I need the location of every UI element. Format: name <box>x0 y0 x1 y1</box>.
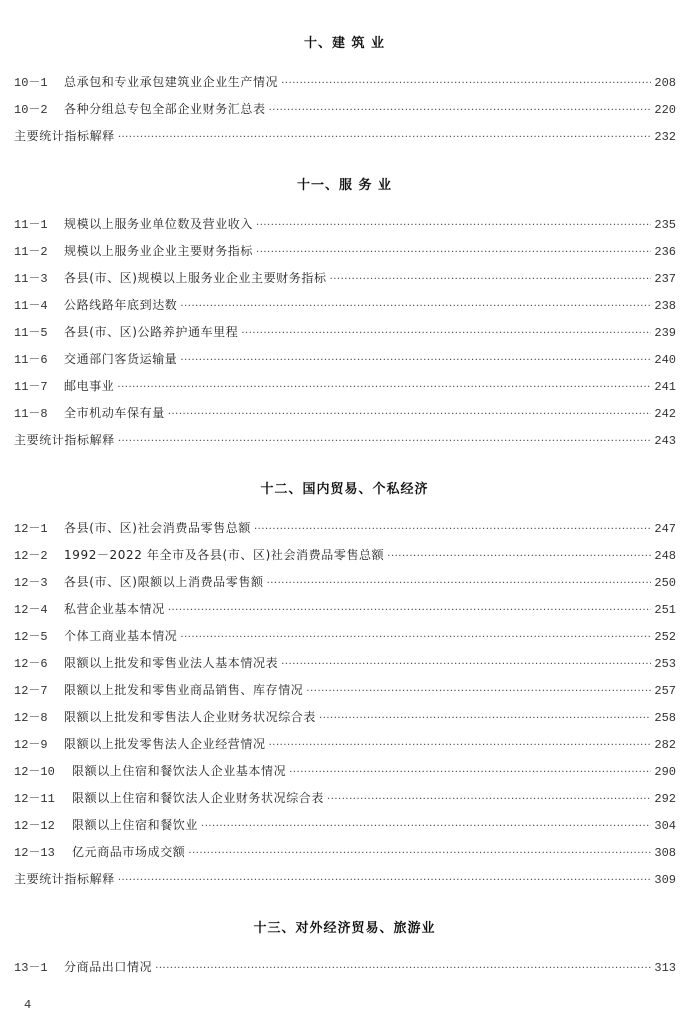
toc-entry[interactable] <box>14 762 676 780</box>
dot-leader <box>281 75 651 93</box>
entry-code: 11－1 <box>14 218 48 232</box>
entry-title: 分商品出口情况 <box>64 960 153 974</box>
dot-leader <box>118 872 651 890</box>
entry-title: 1992－2022 年全市及各县(市、区)社会消费品零售总额 <box>64 548 385 562</box>
section-title-construction: 十、建 筑 业 <box>303 36 386 51</box>
dot-leader <box>281 656 651 674</box>
entry-page: 220 <box>654 103 676 117</box>
dot-leader <box>201 818 651 836</box>
entry-code: 11－6 <box>14 353 48 367</box>
toc-entry[interactable] <box>14 100 676 118</box>
dot-leader <box>267 575 651 593</box>
toc-entry[interactable] <box>14 269 676 287</box>
entry-code: 12－5 <box>14 630 48 644</box>
entry-title: 限额以上批发零售法人企业经营情况 <box>64 737 266 751</box>
entry-title: 各县(市、区)社会消费品零售总额 <box>64 521 251 535</box>
toc-entry[interactable] <box>14 816 676 834</box>
entry-page: 290 <box>654 765 676 779</box>
section-title-domestic-trade: 十二、国内贸易、个私经济 <box>260 482 429 497</box>
dot-leader <box>327 791 651 809</box>
entry-page: 235 <box>654 218 676 232</box>
entry-title: 限额以上住宿和餐饮法人企业基本情况 <box>72 764 287 778</box>
entry-code: 12－2 <box>14 549 48 563</box>
entry-title: 规模以上服务业企业主要财务指标 <box>64 244 254 258</box>
dot-leader <box>117 379 651 397</box>
entry-code: 12－9 <box>14 738 48 752</box>
entry-page: 248 <box>654 549 676 563</box>
entry-page: 253 <box>654 657 676 671</box>
entry-title: 各县(市、区)规模以上服务业企业主要财务指标 <box>64 271 327 285</box>
toc-entry[interactable] <box>14 242 676 260</box>
entry-page: 232 <box>654 130 676 144</box>
entry-title: 总承包和专业承包建筑业企业生产情况 <box>64 75 279 89</box>
entry-title: 主要统计指标解释 <box>14 129 115 143</box>
entry-code: 12－11 <box>14 792 55 806</box>
toc-entry[interactable] <box>14 546 676 564</box>
dot-leader <box>168 406 651 424</box>
dot-leader <box>118 129 651 147</box>
dot-leader <box>180 352 651 370</box>
entry-code: 12－12 <box>14 819 55 833</box>
entry-code: 12－1 <box>14 522 48 536</box>
dot-leader <box>155 960 651 978</box>
section-title-foreign-trade: 十三、对外经济贸易、旅游业 <box>253 921 436 936</box>
dot-leader <box>256 244 651 262</box>
toc-entry[interactable] <box>14 654 676 672</box>
dot-leader <box>254 521 651 539</box>
dot-leader <box>269 737 651 755</box>
entry-code: 12－13 <box>14 846 55 860</box>
dot-leader <box>306 683 651 701</box>
entry-page: 313 <box>654 961 676 975</box>
entry-page: 242 <box>654 407 676 421</box>
entry-title: 限额以上批发和零售业法人基本情况表 <box>64 656 279 670</box>
entry-page: 251 <box>654 603 676 617</box>
toc-entry[interactable] <box>14 627 676 645</box>
entry-code: 12－8 <box>14 711 48 725</box>
entry-title: 私营企业基本情况 <box>64 602 165 616</box>
dot-leader <box>168 602 651 620</box>
entry-code: 11－4 <box>14 299 48 313</box>
toc-entry-explanation[interactable] <box>14 127 676 145</box>
entry-title: 主要统计指标解释 <box>14 433 115 447</box>
entry-title: 各种分组总专包全部企业财务汇总表 <box>64 102 266 116</box>
entry-code: 11－3 <box>14 272 48 286</box>
entry-title: 交通部门客货运输量 <box>64 352 178 366</box>
toc-entry[interactable] <box>14 958 676 976</box>
toc-entry[interactable] <box>14 843 676 861</box>
entry-code: 10－2 <box>14 103 48 117</box>
entry-code: 13－1 <box>14 961 48 975</box>
toc-entry[interactable] <box>14 215 676 233</box>
toc-entry[interactable] <box>14 377 676 395</box>
entry-title: 限额以上批发和零售法人企业财务状况综合表 <box>64 710 317 724</box>
entry-page: 239 <box>654 326 676 340</box>
entry-title: 规模以上服务业单位数及营业收入 <box>64 217 254 231</box>
entry-code: 12－10 <box>14 765 55 779</box>
entry-page: 240 <box>654 353 676 367</box>
page-number: 4 <box>24 998 32 1012</box>
entry-page: 309 <box>654 873 676 887</box>
entry-title: 个体工商业基本情况 <box>64 629 178 643</box>
entry-code: 12－4 <box>14 603 48 617</box>
entry-code: 12－6 <box>14 657 48 671</box>
entry-page: 247 <box>654 522 676 536</box>
toc-entry[interactable] <box>14 73 676 91</box>
dot-leader <box>330 271 651 289</box>
dot-leader <box>118 433 651 451</box>
dot-leader <box>256 217 651 235</box>
entry-title: 主要统计指标解释 <box>14 872 115 886</box>
toc-entry[interactable] <box>14 404 676 422</box>
entry-page: 243 <box>654 434 676 448</box>
dot-leader <box>180 298 651 316</box>
dot-leader <box>387 548 651 566</box>
entry-code: 11－5 <box>14 326 48 340</box>
toc-entry[interactable] <box>14 708 676 726</box>
entry-page: 282 <box>654 738 676 752</box>
toc-entry[interactable] <box>14 681 676 699</box>
entry-code: 12－7 <box>14 684 48 698</box>
dot-leader <box>180 629 651 647</box>
entry-code: 12－3 <box>14 576 48 590</box>
entry-title: 全市机动车保有量 <box>64 406 165 420</box>
toc-entry[interactable] <box>14 296 676 314</box>
toc-entry-explanation[interactable] <box>14 870 676 888</box>
toc-entry[interactable] <box>14 323 676 341</box>
toc-entry[interactable] <box>14 519 676 537</box>
entry-page: 236 <box>654 245 676 259</box>
entry-title: 各县(市、区)公路养护通车里程 <box>64 325 239 339</box>
entry-title: 邮电事业 <box>64 379 115 393</box>
dot-leader <box>269 102 651 120</box>
toc-entry[interactable] <box>14 789 676 807</box>
entry-code: 10－1 <box>14 76 48 90</box>
entry-page: 292 <box>654 792 676 806</box>
entry-title: 公路线路年底到达数 <box>64 298 178 312</box>
entry-title: 限额以上住宿和餐饮业 <box>72 818 199 832</box>
entry-page: 238 <box>654 299 676 313</box>
toc-entry[interactable] <box>14 600 676 618</box>
entry-title: 亿元商品市场成交额 <box>72 845 186 859</box>
dot-leader <box>241 325 651 343</box>
entry-title: 限额以上批发和零售业商品销售、库存情况 <box>64 683 304 697</box>
entry-page: 252 <box>654 630 676 644</box>
dot-leader <box>188 845 651 863</box>
entry-code: 11－2 <box>14 245 48 259</box>
dot-leader <box>289 764 651 782</box>
toc-entry[interactable] <box>14 735 676 753</box>
entry-page: 241 <box>654 380 676 394</box>
entry-page: 237 <box>654 272 676 286</box>
entry-page: 208 <box>654 76 676 90</box>
entry-code: 11－7 <box>14 380 48 394</box>
entry-code: 11－8 <box>14 407 48 421</box>
entry-page: 258 <box>654 711 676 725</box>
toc-entry[interactable] <box>14 350 676 368</box>
dot-leader <box>319 710 651 728</box>
entry-page: 304 <box>654 819 676 833</box>
section-title-services: 十一、服 务 业 <box>296 178 393 193</box>
entry-page: 308 <box>654 846 676 860</box>
entry-page: 257 <box>654 684 676 698</box>
entry-title: 限额以上住宿和餐饮法人企业财务状况综合表 <box>72 791 325 805</box>
entry-page: 250 <box>654 576 676 590</box>
toc-entry-explanation[interactable] <box>14 431 676 449</box>
entry-title: 各县(市、区)限额以上消费品零售额 <box>64 575 264 589</box>
toc-entry[interactable] <box>14 573 676 591</box>
